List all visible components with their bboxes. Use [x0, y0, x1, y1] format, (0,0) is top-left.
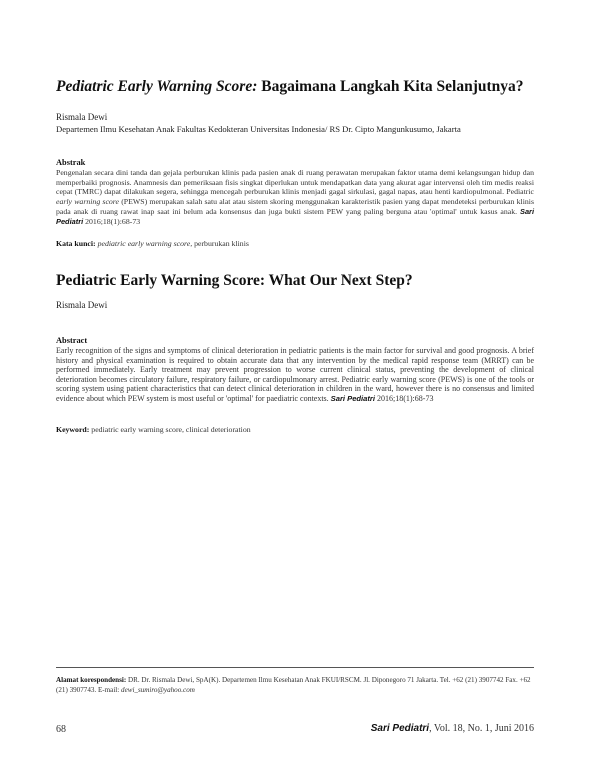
correspondence-email: dewi_sumiro@yahoo.com [121, 686, 195, 694]
abstract-heading-id: Abstrak [56, 158, 86, 167]
keywords-id: Kata kunci: pediatric early warning score, perburukan klinis [56, 239, 249, 248]
title-english: Pediatric Early Warning Score: What Our Next Step? [56, 272, 413, 289]
title-rest-part: Bagaimana Langkah Kita Selanjutnya? [257, 78, 524, 95]
author-affiliation: Departemen Ilmu Kesehatan Anak Fakultas Kedokteran Universitas Indonesia/ RS Dr. Cipto Mangunkusumo, Jakarta [56, 124, 461, 134]
journal-footer: Sari Pediatri, Vol. 18, No. 1, Juni 2016 [370, 723, 534, 734]
page-number: 68 [56, 724, 66, 735]
citation-journal: Sari Pediatri [56, 206, 534, 226]
author-name-en: Rismala Dewi [56, 300, 108, 310]
abstract-heading-en: Abstract [56, 336, 88, 345]
author-name: Rismala Dewi [56, 112, 108, 122]
abstract-text-en: Early recognition of the signs and symptoms of clinical deterioration in pediatric patients is the main factor for survival and good prognosis. A brief history and physical examination is required to obtain accurate data that any intervention by the medical rapid response team (MRRT) can be performed immediately. Early treatment may prevent progression to worse current clinical status, preventing the development of clinical deterioration becomes circulatory failure, respiratory failure, or cardiopulmonary arrest. Pediatric early warning score (PEWS) is one of the tools or scoring system using patient characteristics that can detect clinical deterioration in children in the ward, however there is no consensus and limited evidence about which PEW system is most useful or 'optimal' for paediatric contexts. Sari Pediatri 2016;18(1):68-73 [56, 346, 534, 403]
title-italic-part: Pediatric Early Warning Score: [56, 78, 258, 95]
title-indonesian [56, 78, 524, 96]
citation-journal-en: Sari Pediatri [330, 393, 375, 403]
footer-divider [56, 667, 534, 668]
abstract-text-id: Pengenalan secara dini tanda dan gejala perburukan klinis pada pasien anak di ruang perawatan merupakan faktor utama demi kelangsungan hidup dan memperbaiki prognosis. Anamnesis dan pemeriksaan fisis singkat diperlukan untuk mendapatkan data yang akurat agar intervensi oleh tim medis reaksi cepat (TMRC) dapat dilakukan segera, sehingga mencegah perburukan klinis menjadi gagal sirkulasi, gagal napas, atau henti kardiopulmonal. Pediatric early warning score (PEWS) merupakan salah satu alat atau sistem skoring menggunakan karakteristik pasien yang dapat mendeteksi perburukan klinis pada anak di ruang rawat inap saat ini belum ada konsensus dan juga bukti sistem PEW yang paling berguna atau 'optimal' untuk kasus anak. Sari Pediatri 2016;18(1):68-73 [56, 168, 534, 226]
correspondence-address: Alamat korespondensi: DR. Dr. Rismala Dewi, SpA(K). Departemen Ilmu Kesehatan Anak FKUI/RSCM. Jl. Diponegoro 71 Jakarta. Tel. +62 (21) 3907742 Fax. +62 (21) 3907743. E-mail: dewi_sumiro@yahoo.com [56, 676, 531, 694]
keywords-en: Keyword: pediatric early warning score, clinical deterioration [56, 425, 251, 434]
